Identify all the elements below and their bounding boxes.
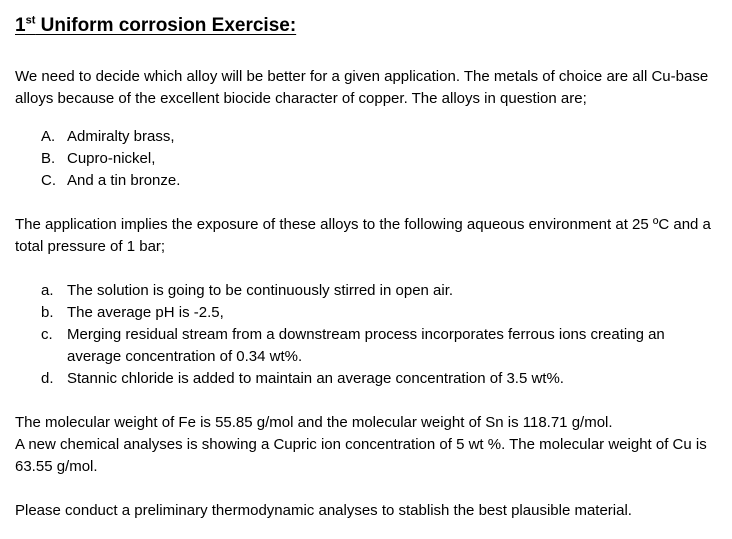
list-marker: d. xyxy=(41,370,54,387)
alloy-list xyxy=(15,126,716,192)
list-marker: C. xyxy=(41,172,56,189)
list-item xyxy=(15,368,716,390)
title-text: Uniform corrosion Exercise: xyxy=(35,15,297,36)
cupric-analysis-paragraph: A new chemical analyses is showing a Cupric ion concentration of 5 wt %. The molecular weight of Cu is 63.55 g/mol. xyxy=(15,436,707,475)
list-item-text: Merging residual stream from a downstream process incorporates ferrous ions creating an average concentration of 0.34 wt%. xyxy=(67,326,665,365)
list-marker: A. xyxy=(41,128,56,145)
title-ordinal-suffix: st xyxy=(25,14,36,27)
list-item-text: The solution is going to be continuously stirred in open air. xyxy=(67,282,454,299)
list-item-text: The average pH is -2.5, xyxy=(67,304,224,321)
list-item xyxy=(15,126,716,148)
list-item xyxy=(15,302,716,324)
list-item-text: And a tin bronze. xyxy=(67,172,181,189)
list-item xyxy=(15,324,716,368)
list-marker: a. xyxy=(41,282,54,299)
list-item xyxy=(15,170,716,192)
intro-paragraph: We need to decide which alloy will be better for a given application. The metals of choice are all Cu-base alloys because of the excellent biocide character of copper. The alloys in question are; xyxy=(15,68,709,107)
list-marker: B. xyxy=(41,150,56,167)
list-item xyxy=(15,148,716,170)
list-marker: b. xyxy=(41,304,54,321)
conditions-list xyxy=(15,280,716,390)
exercise-title xyxy=(15,14,716,38)
environment-paragraph: The application implies the exposure of these alloys to the following aqueous environment at 25 ºC and a total pressure of 1 bar; xyxy=(15,216,711,255)
list-item-text: Cupro-nickel, xyxy=(67,150,156,167)
list-item-text: Stannic chloride is added to maintain an average concentration of 3.5 wt%. xyxy=(67,370,564,387)
list-marker: c. xyxy=(41,326,53,343)
list-item xyxy=(15,280,716,302)
title-ordinal-number: 1 xyxy=(15,15,26,36)
list-item-text: Admiralty brass, xyxy=(67,128,175,145)
request-paragraph: Please conduct a preliminary thermodynamic analyses to stablish the best plausible material. xyxy=(15,502,632,519)
molecular-weights-paragraph: The molecular weight of Fe is 55.85 g/mol and the molecular weight of Sn is 118.71 g/mol. xyxy=(15,414,613,431)
